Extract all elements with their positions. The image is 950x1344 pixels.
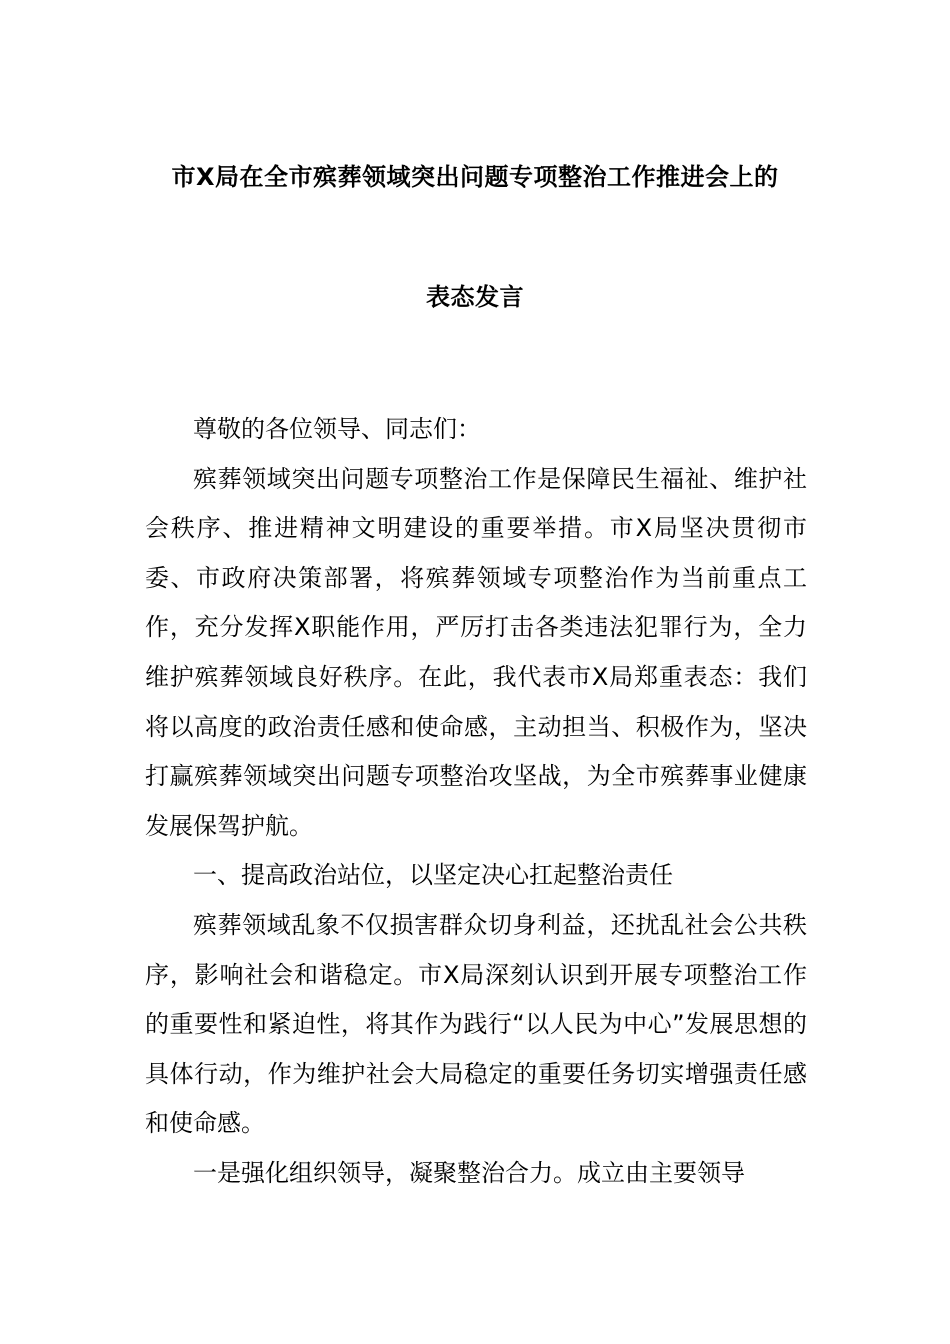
section-heading-1: 一、提高政治站位，以坚定决心扛起整治责任	[193, 861, 673, 890]
paragraph-section-1: 殡葬领域乱象不仅损害群众切身利益，还扰乱社会公共秩序，影响社会和谐稳定。市X局深刻认识到开展专项整治工作的重要性和紧迫性，将其作为践行“以人民为中心”发展思想的具体行动，作为维护社会大局稳定的重要任务切实增强责任感和使命感。	[145, 910, 807, 1138]
paragraph-point-1: 一是强化组织领导，凝聚整治合力。成立由主要领导	[193, 1158, 745, 1187]
document-title-line-1: 市X局在全市殡葬领域突出问题专项整治工作推进会上的	[171, 163, 779, 191]
paragraph-intro: 殡葬领域突出问题专项整治工作是保障民生福祉、维护社会秩序、推进精神文明建设的重要举措。市X局坚决贯彻市委、市政府决策部署，将殡葬领域专项整治作为当前重点工作，充分发挥X职能作用，严厉打击各类违法犯罪行为，全力维护殡葬领域良好秩序。在此，我代表市X局郑重表态：我们将以高度的政治责任感和使命感，主动担当、积极作为，坚决打赢殡葬领域突出问题专项整治攻坚战，为全市殡葬事业健康发展保驾护航。	[145, 464, 807, 840]
document-body	[145, 405, 807, 1199]
document-title-line-2: 表态发言	[426, 283, 524, 311]
salutation: 尊敬的各位领导、同志们：	[193, 415, 481, 443]
